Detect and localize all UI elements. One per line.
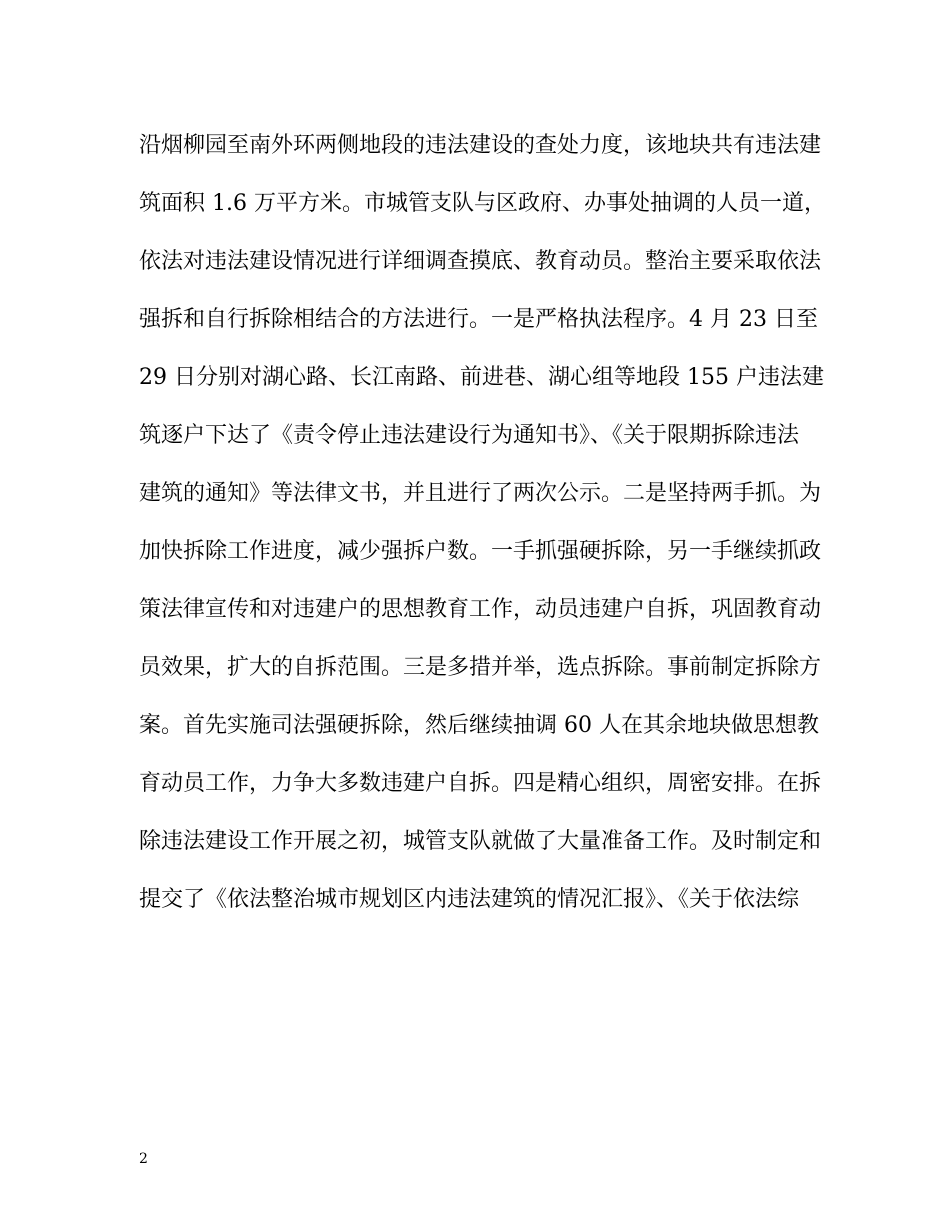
text-line: 强拆和自行拆除相结合的方法进行。一是严格执法程序。4 月 23 日至 [139,307,818,332]
text-line: 筑面积 1.6 万平方米。市城管支队与区政府、办事处抽调的人员一道， [139,191,826,216]
body-text [139,126,829,938]
page-number: 2 [139,1151,148,1167]
text-line: 案。首先实施司法强硬拆除，然后继续抽调 60 人在其余地块做思想教 [139,713,819,738]
text-line: 提交了《依法整治城市规划区内违法建筑的情况汇报》、《关于依法综 [139,887,800,912]
text-line: 除违法建设工作开展之初，城管支队就做了大量准备工作。及时制定和 [139,829,822,854]
text-line: 筑逐户下达了《责令停止违法建设行为通知书》、《关于限期拆除违法 [139,423,800,448]
text-line: 依法对违法建设情况进行详细调查摸底、教育动员。整治主要采取依法 [139,249,822,274]
text-line: 建筑的通知》等法律文书，并且进行了两次公示。二是坚持两手抓。为 [139,481,822,506]
text-line: 加快拆除工作进度，减少强拆户数。一手抓强硬拆除，另一手继续抓政 [139,539,822,564]
text-line: 29 日分别对湖心路、长江南路、前进巷、湖心组等地段 155 户违法建 [139,365,824,390]
text-line: 员效果，扩大的自拆范围。三是多措并举，选点拆除。事前制定拆除方 [139,655,822,680]
text-line: 育动员工作，力争大多数违建户自拆。四是精心组织，周密安排。在拆 [139,771,822,796]
text-line: 沿烟柳园至南外环两侧地段的违法建设的查处力度，该地块共有违法建 [139,133,822,158]
text-line: 策法律宣传和对违建户的思想教育工作，动员违建户自拆，巩固教育动 [139,597,822,622]
